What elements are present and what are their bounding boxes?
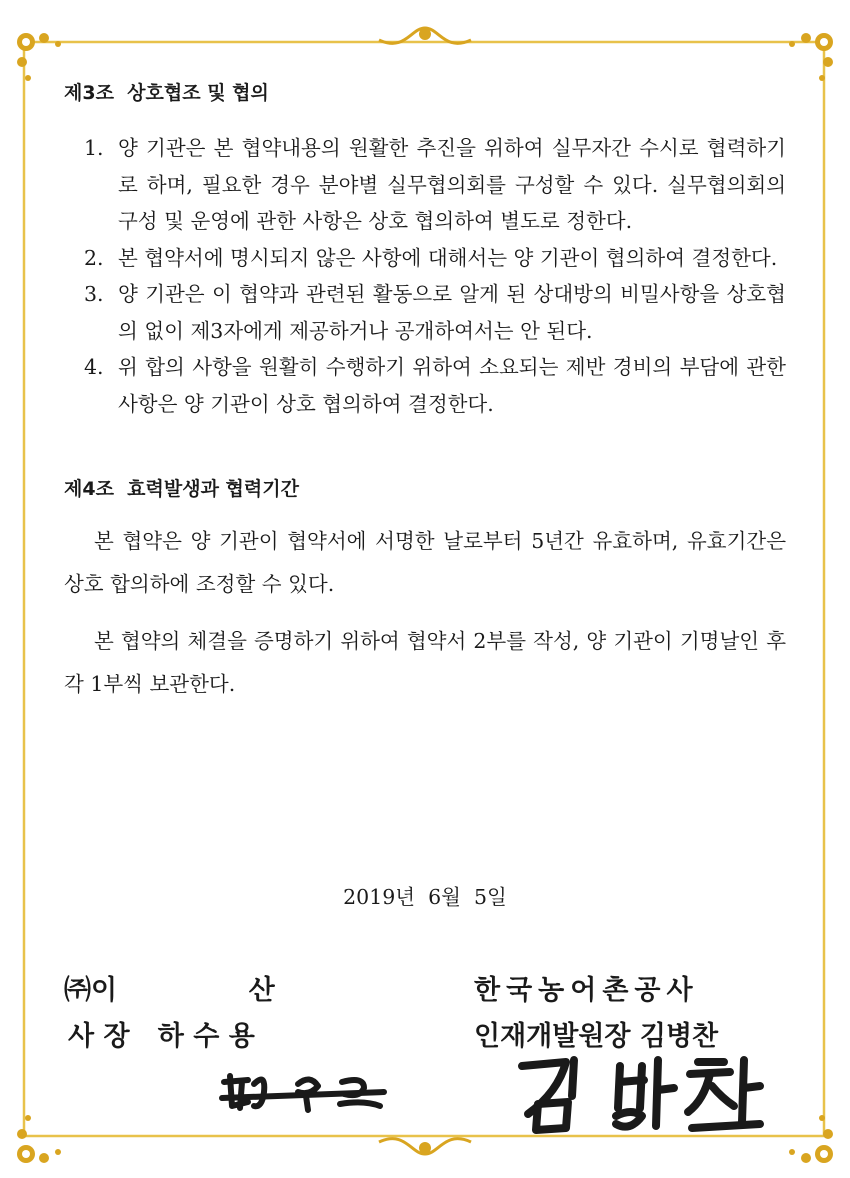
corner-ornament-bottom-right (758, 1108, 838, 1172)
right-signatory-title: 인재개발원장 김병찬 (474, 1021, 719, 1052)
article3-heading: 제3조 상호협조 및 협의 (64, 82, 269, 104)
article3-item: 2. 본 협약서에 명시되지 않은 사항에 대해서는 양 기관이 협의하여 결정한다. (84, 245, 778, 270)
right-org-name: 한국농어촌공사 (474, 975, 699, 1006)
document-body (64, 78, 786, 706)
article3-list (64, 130, 786, 422)
right-signature (508, 1052, 768, 1140)
left-signatory-title: 사 장 하 수 용 (68, 1021, 255, 1052)
left-org-name: ㈜이 산 (64, 975, 275, 1006)
article4-text: 본 협약은 양 기관이 협약서에 서명한 날로부터 5년간 유효하며, 유효기간은 상호 합의하에 조정할 수 있다. (64, 529, 786, 596)
left-signature (214, 1062, 394, 1126)
article4-heading: 제4조 효력발생과 협력기간 (64, 478, 299, 500)
article3-item: 3. 양 기관은 이 협약과 관련된 활동으로 알게 된 상대방의 비밀사항을 상호협의 없이 제3자에게 제공하거나 공개하여서는 안 된다. (84, 282, 786, 343)
signing-date: 2019년 6월 5일 (343, 885, 507, 909)
closing-text: 본 협약의 체결을 증명하기 위하여 협약서 2부를 작성, 양 기관이 기명날인 후 각 1부씩 보관한다. (64, 629, 786, 696)
article3-item: 4. 위 합의 사항을 원활히 수행하기 위하여 소요되는 제반 경비의 부담에 관한 사항은 양 기관이 상호 협의하여 결정한다. (84, 355, 786, 416)
article3-item: 1. 양 기관은 본 협약내용의 원활한 추진을 위하여 실무자간 수시로 협력하기로 하며, 필요한 경우 분야별 실무협의회를 구성할 수 있다. 실무협의회의 구성 및 운영에 관한 사항은 상호 협의하여 별도로 정한다. (84, 136, 786, 233)
top-center-ornament (375, 22, 475, 62)
bottom-center-ornament (375, 1124, 475, 1164)
corner-ornament-bottom-left (12, 1108, 92, 1172)
